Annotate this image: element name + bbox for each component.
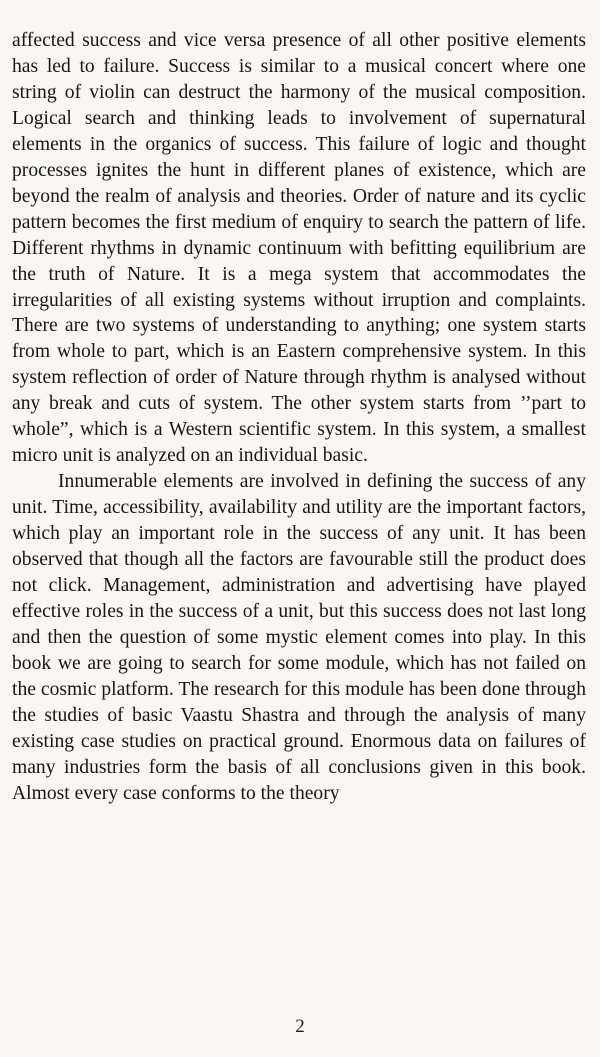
body-text (12, 28, 586, 807)
paragraph-1: affected success and vice versa presence of all other positive elements has led to failure. Success is similar to a musical concert where one string of violin can destruct the harmony of the musical composition. Logical search and thinking leads to involvement of supernatural elements in the organics of success. This failure of logic and thought processes ignites the hunt in different planes of existence, which are beyond the realm of analysis and theories. Order of nature and its cyclic pattern becomes the first medium of enquiry to search the pattern of life. Different rhythms in dynamic continuum with befitting equilibrium are the truth of Nature. It is a mega system that accommodates the irregularities of all existing systems without irruption and complaints. There are two systems of understanding to anything; one system starts from whole to part, which is an Eastern comprehensive system. In this system reflection of order of Nature through rhythm is analysed without any break and cuts of system. The other system starts from ’’part to whole”, which is a Western scientific system. In this system, a smallest micro unit is analyzed on an individual basic. (12, 30, 586, 467)
page-number: 2 (295, 1016, 305, 1037)
paragraph-2: Innumerable elements are involved in defining the success of any unit. Time, accessibility, availability and utility are the important factors, which play an important role in the success of any unit. It has been observed that though all the factors are favourable still the product does not click. Management, administration and advertising have played effective roles in the success of a unit, but this success does not last long and then the question of some mystic element comes into play. In this book we are going to search for some module, which has not failed on the cosmic platform. The research for this module has been done through the studies of basic Vaastu Shastra and through the analysis of many existing case studies on practical ground. Enormous data on failures of many industries form the basis of all conclusions given in this book. Almost every case conforms to the theory (12, 471, 586, 804)
